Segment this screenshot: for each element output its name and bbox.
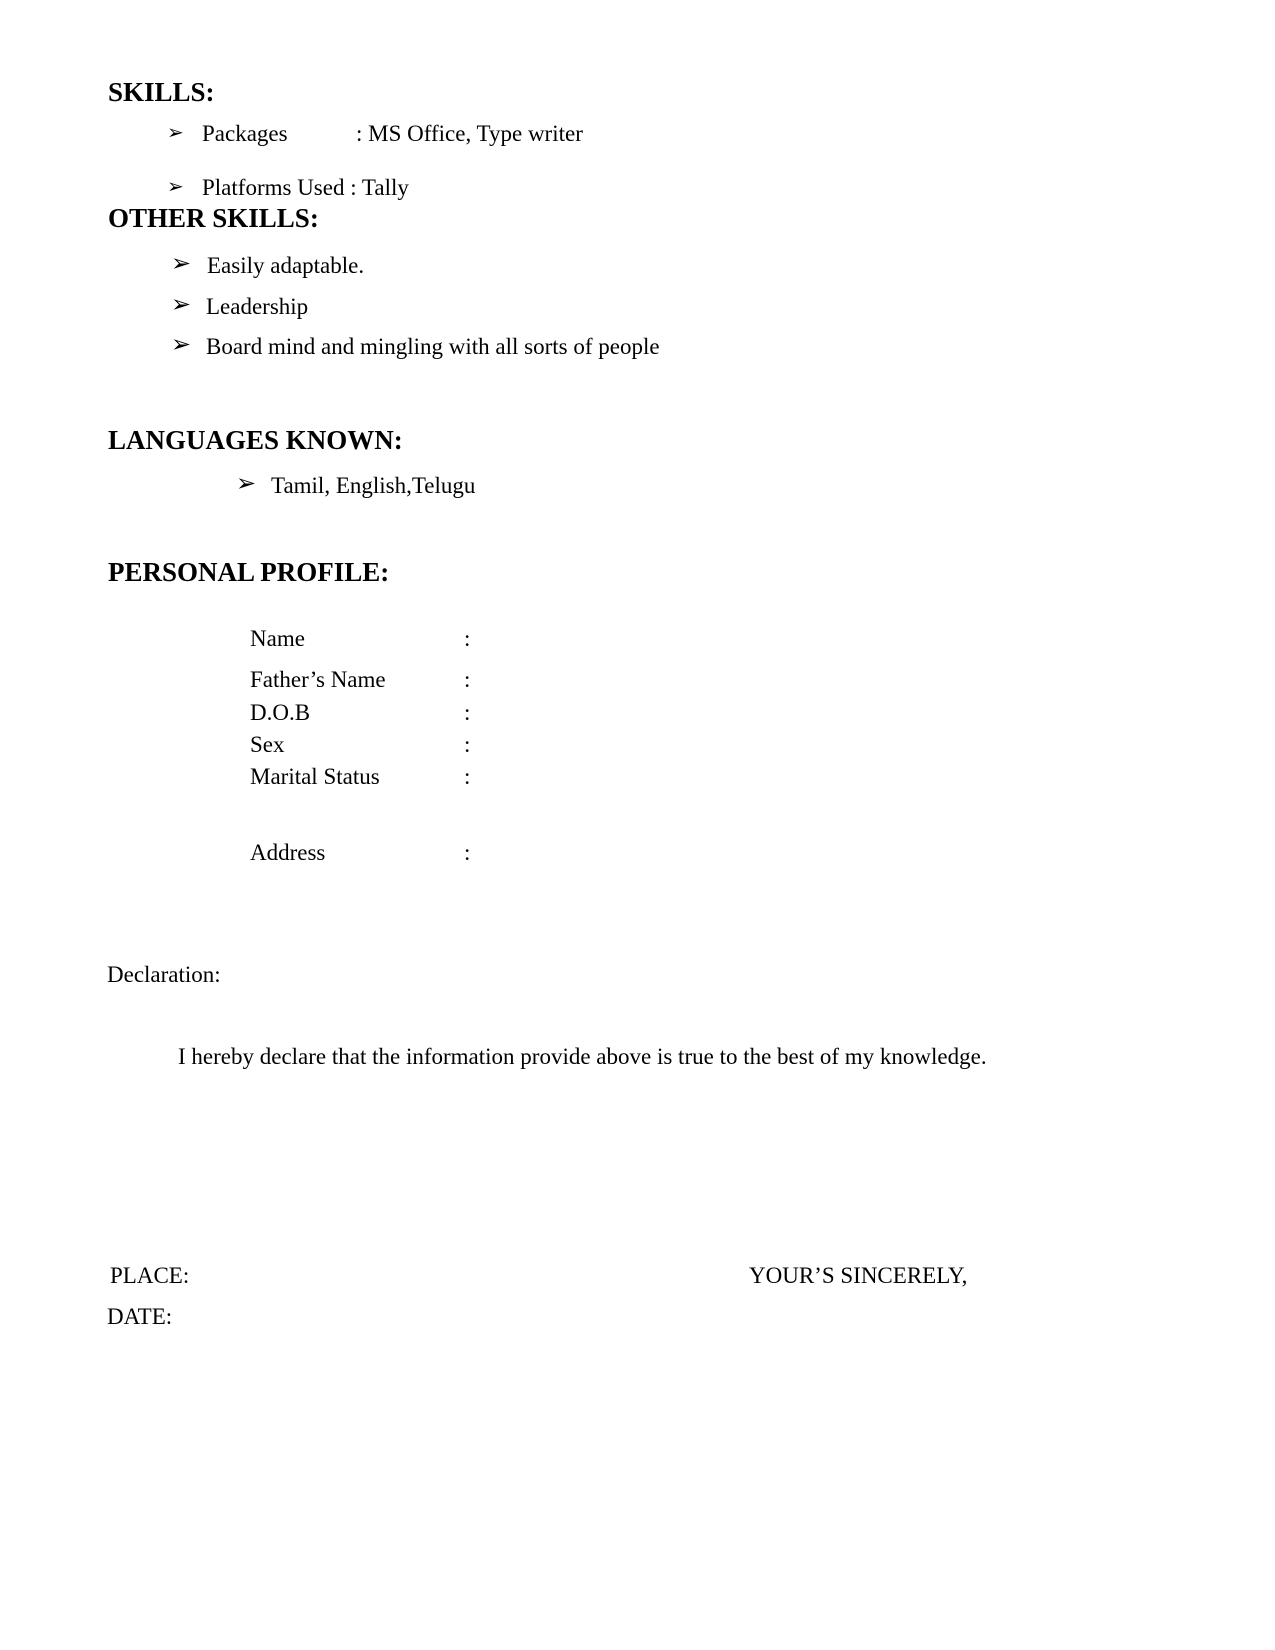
declaration-text: I hereby declare that the information provide above is true to the best of my knowledge.	[178, 1044, 987, 1069]
profile-label-dob: D.O.B	[250, 700, 311, 725]
bullet-icon: ➢	[171, 292, 192, 318]
profile-separator: :	[464, 626, 471, 651]
profile-label-sex: Sex	[250, 732, 285, 757]
profile-label-address: Address	[250, 840, 326, 865]
profile-separator: :	[464, 840, 471, 865]
personal-profile-heading: PERSONAL PROFILE:	[108, 557, 390, 587]
profile-label-marital-status: Marital Status	[250, 764, 380, 789]
bullet-icon: ➢	[171, 332, 192, 358]
place-label: PLACE:	[110, 1263, 190, 1288]
languages-heading: LANGUAGES KNOWN:	[108, 425, 403, 455]
bullet-icon: ➢	[171, 251, 192, 277]
skill-platforms: Platforms Used : Tally	[202, 175, 409, 200]
skill-packages-label: Packages	[202, 121, 288, 146]
other-skill-item: Board mind and mingling with all sorts of people	[206, 334, 660, 359]
languages-list: Tamil, English,Telugu	[271, 473, 476, 498]
skill-packages-value: : MS Office, Type writer	[356, 121, 583, 146]
profile-label-fathers-name: Father’s Name	[250, 667, 386, 692]
date-label: DATE:	[107, 1304, 173, 1329]
skills-heading: SKILLS:	[108, 77, 215, 107]
bullet-icon: ➢	[167, 176, 184, 198]
other-skill-item: Easily adaptable.	[207, 253, 365, 278]
bullet-icon: ➢	[167, 122, 184, 144]
profile-separator: :	[464, 732, 471, 757]
declaration-heading: Declaration:	[107, 962, 221, 987]
closing-signature: YOUR’S SINCERELY,	[749, 1263, 968, 1288]
other-skills-heading: OTHER SKILLS:	[108, 203, 319, 233]
other-skill-item: Leadership	[206, 294, 309, 319]
bullet-icon: ➢	[236, 471, 257, 497]
profile-separator: :	[464, 764, 471, 789]
profile-separator: :	[464, 667, 471, 692]
profile-separator: :	[464, 700, 471, 725]
profile-label-name: Name	[250, 626, 305, 651]
